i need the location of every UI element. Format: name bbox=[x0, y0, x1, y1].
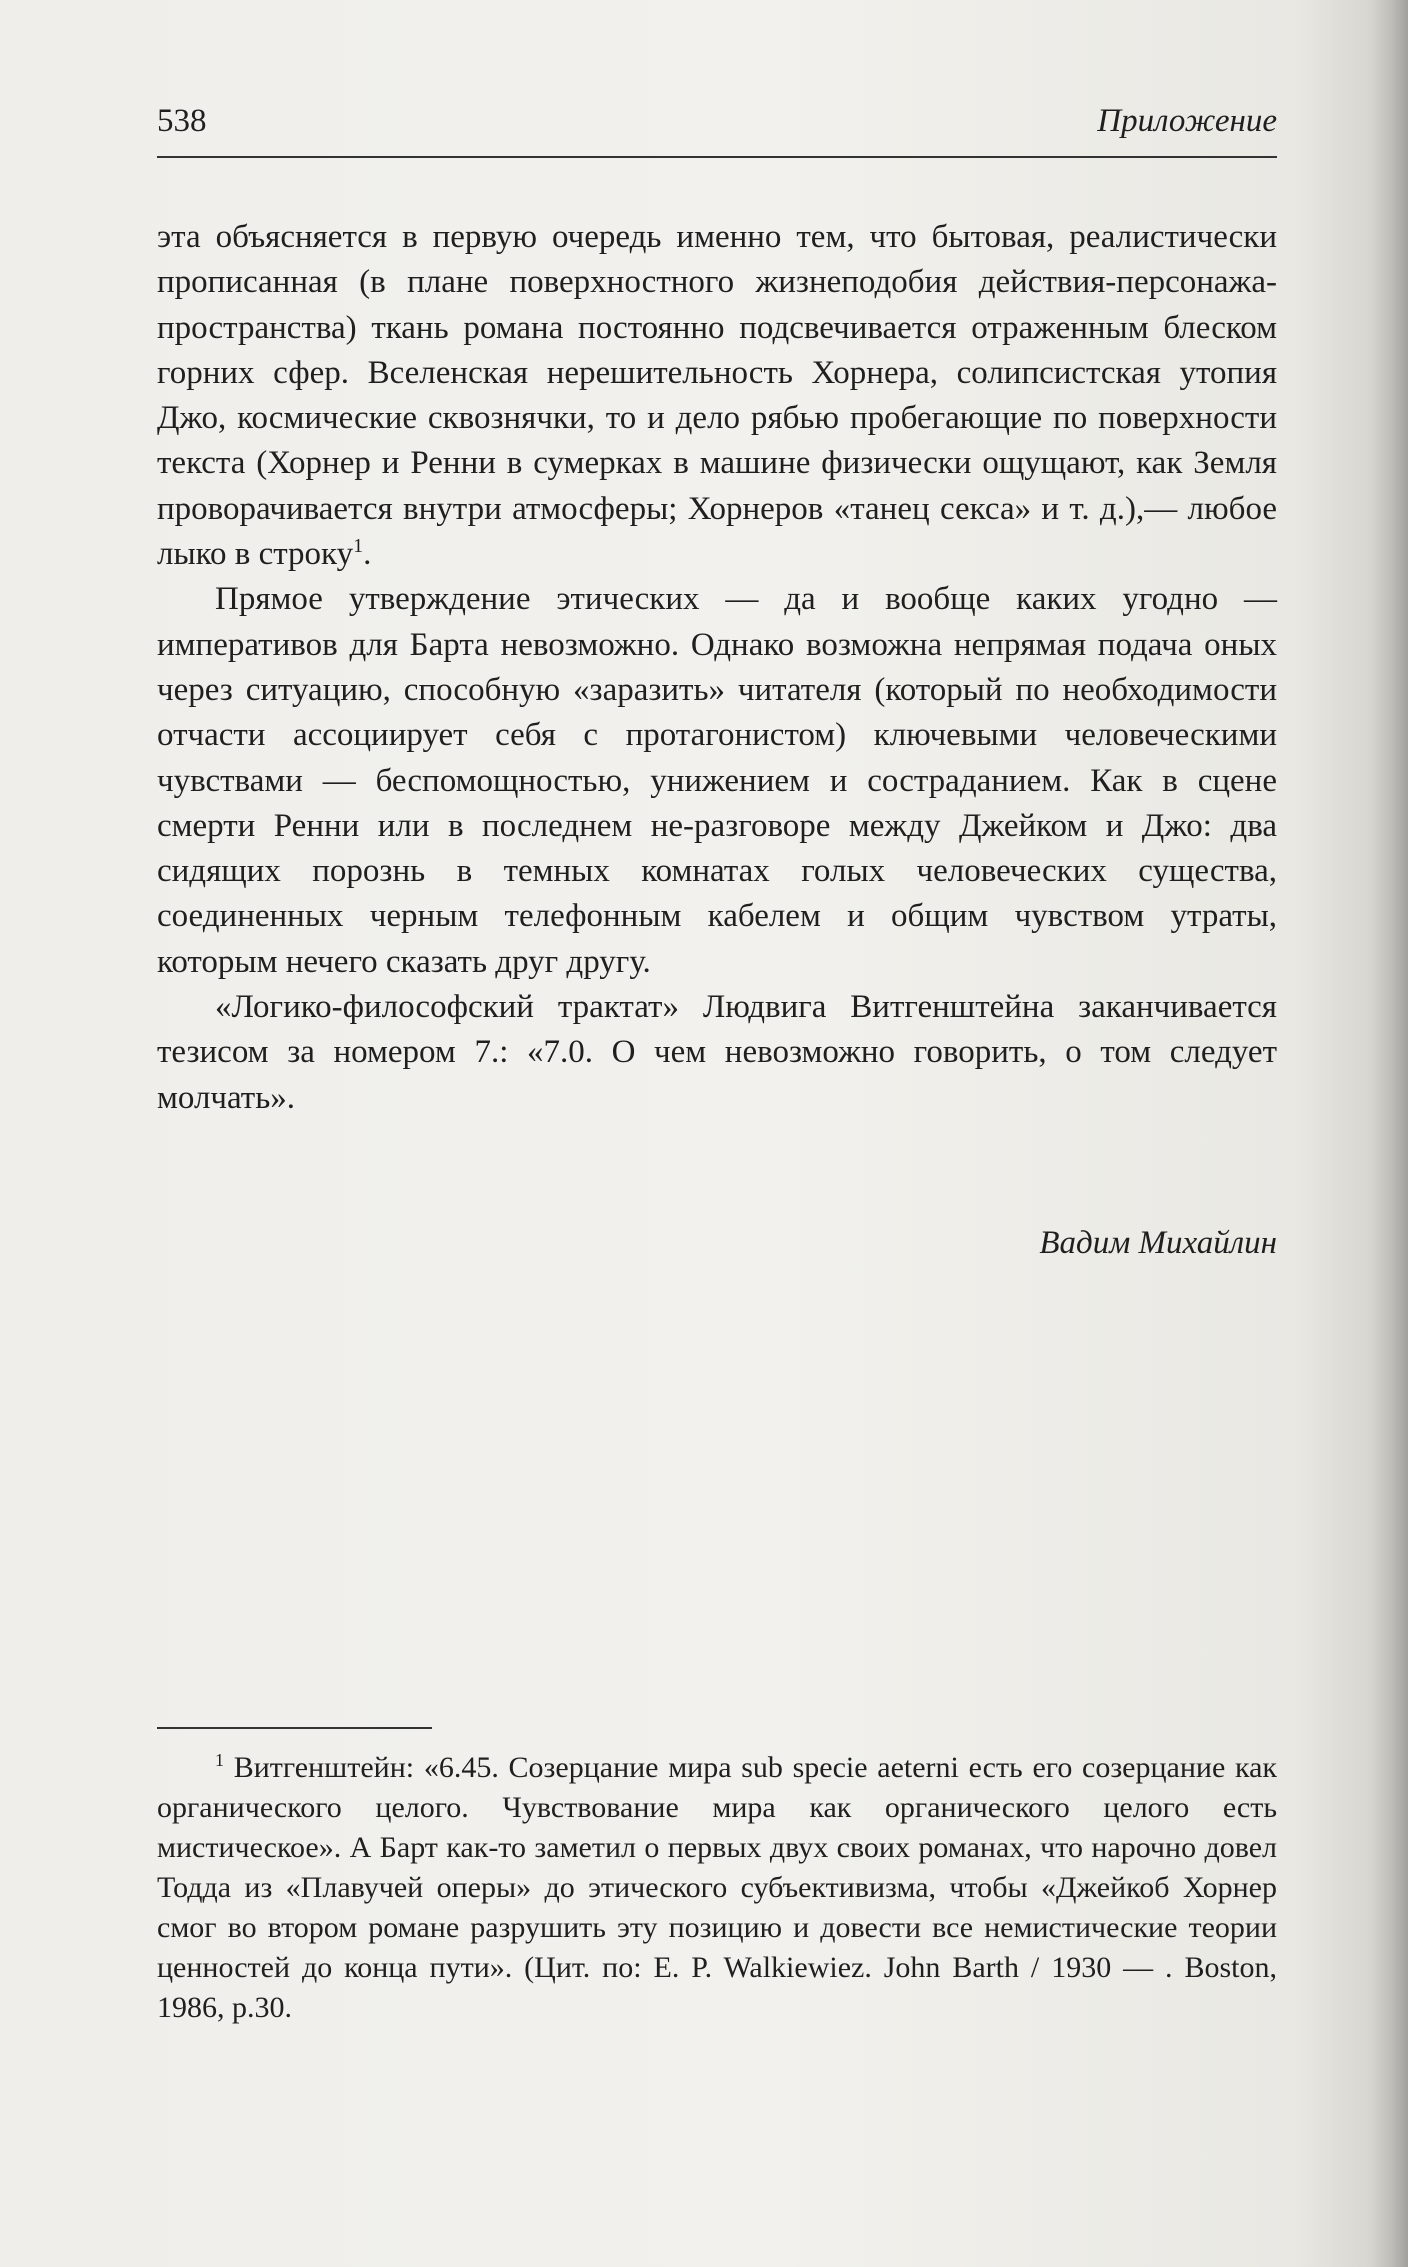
paragraph: эта объясняется в первую очередь именно тем, что бытовая, реалистически прописанная (в плане поверхностного жизнеподобия действия-персонажа-пространства) ткань романа постоянно подсвечивается отраженным блеском горних сфер. Вселенская нерешительность Хорнера, солипсистская утопия Джо, космические сквознячки, то и дело рябью пробегающие по поверхности текста (Хорнер и Ренни в сумерках в машине физически ощущают, как Земля проворачивается внутри атмосферы; Хорнеров «танец секса» и т. д.),— любое лыко в строку$^1$. bbox=[157, 219, 1277, 573]
running-head: Приложение bbox=[1097, 103, 1277, 139]
page-edge-shadow bbox=[1370, 0, 1408, 2267]
footnote-marker: 1 bbox=[215, 1750, 224, 1770]
main-text bbox=[157, 215, 1277, 1121]
footnote-rule bbox=[157, 1727, 432, 1729]
author-signature: Вадим Михайлин bbox=[1039, 1225, 1277, 1261]
footnote bbox=[157, 1748, 1277, 2028]
paragraph: «Логико-философский трактат» Людвига Витгенштейна заканчивается тезисом за номером 7.: «7.0. О чем невозможно говорить, о том следует молчать». bbox=[157, 989, 1277, 1116]
header-rule bbox=[157, 156, 1277, 158]
footnote-text: Витгенштейн: «6.45. Созерцание мира sub specie aeterni есть его созерцание как органического целого. Чувствование мира как органического целого есть мистическое». А Барт как-то заметил о первых двух своих романах, что нарочно довел Тодда из «Плавучей оперы» до этического субъективизма, чтобы «Джейкоб Хорнер смог во втором романе разрушить эту позицию и довести все немистические теории ценностей до конца пути». (Цит. по: E. P. Walkiewiez. John Barth / 1930 — . Boston, 1986, p.30. bbox=[157, 1751, 1277, 2024]
paragraph-text: эта объясняется в первую очередь именно тем, что бытовая, реалистически прописанная (в плане поверхностного жизнеподобия действия-персонажа-пространства) ткань романа постоянно подсвечивается отраженным блеском горних сфер. Вселенская нерешительность Хорнера, солипсистская утопия Джо, космические сквознячки, то и дело рябью пробегающие по поверхности текста (Хорнер и Ренни в сумерках в машине физически ощущают, как Земля проворачивается внутри атмосферы; Хорнеров «танец секса» и т. д.),— любое лыко в строку bbox=[157, 219, 1277, 573]
paragraph: Прямое утверждение этических — да и вообще каких угодно — императивов для Барта невозможно. Однако возможна непрямая подача оных через ситуацию, способную «заразить» читателя (который по необходимости отчасти ассоциирует себя с протагонистом) ключевыми человеческими чувствами — беспомощностью, унижением и состраданием. Как в сцене смерти Ренни или в последнем не-разговоре между Джейком и Джо: два сидящих порознь в темных комнатах голых человеческих существа, соединенных черным телефонным кабелем и общим чувством утраты, которым нечего сказать друг другу. bbox=[157, 581, 1277, 980]
footnote-reference[interactable]: 1 bbox=[353, 535, 364, 558]
page-number: 538 bbox=[157, 103, 207, 139]
page-header bbox=[157, 103, 1277, 151]
